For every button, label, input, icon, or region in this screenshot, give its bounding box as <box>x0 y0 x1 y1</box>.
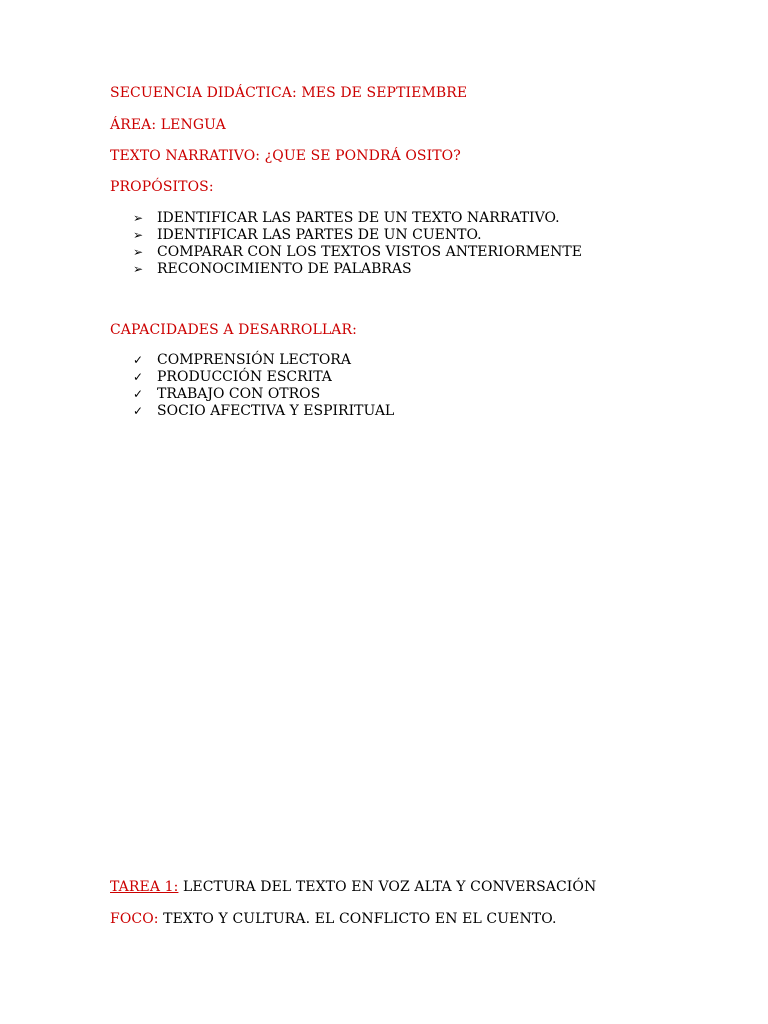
proposito-text: IDENTIFICAR LAS PARTES DE UN TEXTO NARRATIVO. <box>157 210 560 226</box>
checkmark-bullet-icon: ✓ <box>133 404 144 418</box>
document-title: SECUENCIA DIDÁCTICA: MES DE SEPTIEMBRE <box>110 85 468 101</box>
list-item <box>133 369 394 386</box>
list-item <box>133 227 582 244</box>
capacidades-heading: CAPACIDADES A DESARROLLAR: <box>110 322 357 338</box>
list-item <box>133 403 394 420</box>
proposito-text: COMPARAR CON LOS TEXTOS VISTOS ANTERIORMENTE <box>157 244 582 260</box>
tarea-label: TAREA 1: <box>110 879 179 895</box>
capacidad-text: SOCIO AFECTIVA Y ESPIRITUAL <box>157 403 395 419</box>
list-item <box>133 352 394 369</box>
arrowhead-bullet-icon: ➢ <box>133 245 144 259</box>
checkmark-bullet-icon: ✓ <box>133 387 144 401</box>
tarea-text: LECTURA DEL TEXTO EN VOZ ALTA Y CONVERSACIÓN <box>178 879 597 895</box>
list-item <box>133 210 582 227</box>
capacidad-text: TRABAJO CON OTROS <box>157 386 321 402</box>
proposito-text: IDENTIFICAR LAS PARTES DE UN CUENTO. <box>157 227 482 243</box>
propositos-list <box>133 210 582 278</box>
proposito-text: RECONOCIMIENTO DE PALABRAS <box>157 261 412 277</box>
foco-label: FOCO: <box>110 911 159 927</box>
foco-text: TEXTO Y CULTURA. EL CONFLICTO EN EL CUENTO. <box>158 911 557 927</box>
list-item <box>133 244 582 261</box>
checkmark-bullet-icon: ✓ <box>133 370 144 384</box>
arrowhead-bullet-icon: ➢ <box>133 228 144 242</box>
texto-narrativo-heading: TEXTO NARRATIVO: ¿QUE SE PONDRÁ OSITO? <box>110 148 461 164</box>
foco-line <box>110 911 557 927</box>
capacidad-text: COMPRENSIÓN LECTORA <box>157 352 351 368</box>
arrowhead-bullet-icon: ➢ <box>133 211 144 225</box>
area-heading: ÁREA: LENGUA <box>110 117 226 133</box>
arrowhead-bullet-icon: ➢ <box>133 262 144 276</box>
propositos-heading: PROPÓSITOS: <box>110 179 214 195</box>
capacidades-list <box>133 352 394 420</box>
list-item <box>133 261 582 278</box>
list-item <box>133 386 394 403</box>
checkmark-bullet-icon: ✓ <box>133 353 144 367</box>
tarea-line <box>110 879 596 895</box>
capacidad-text: PRODUCCIÓN ESCRITA <box>157 369 332 385</box>
